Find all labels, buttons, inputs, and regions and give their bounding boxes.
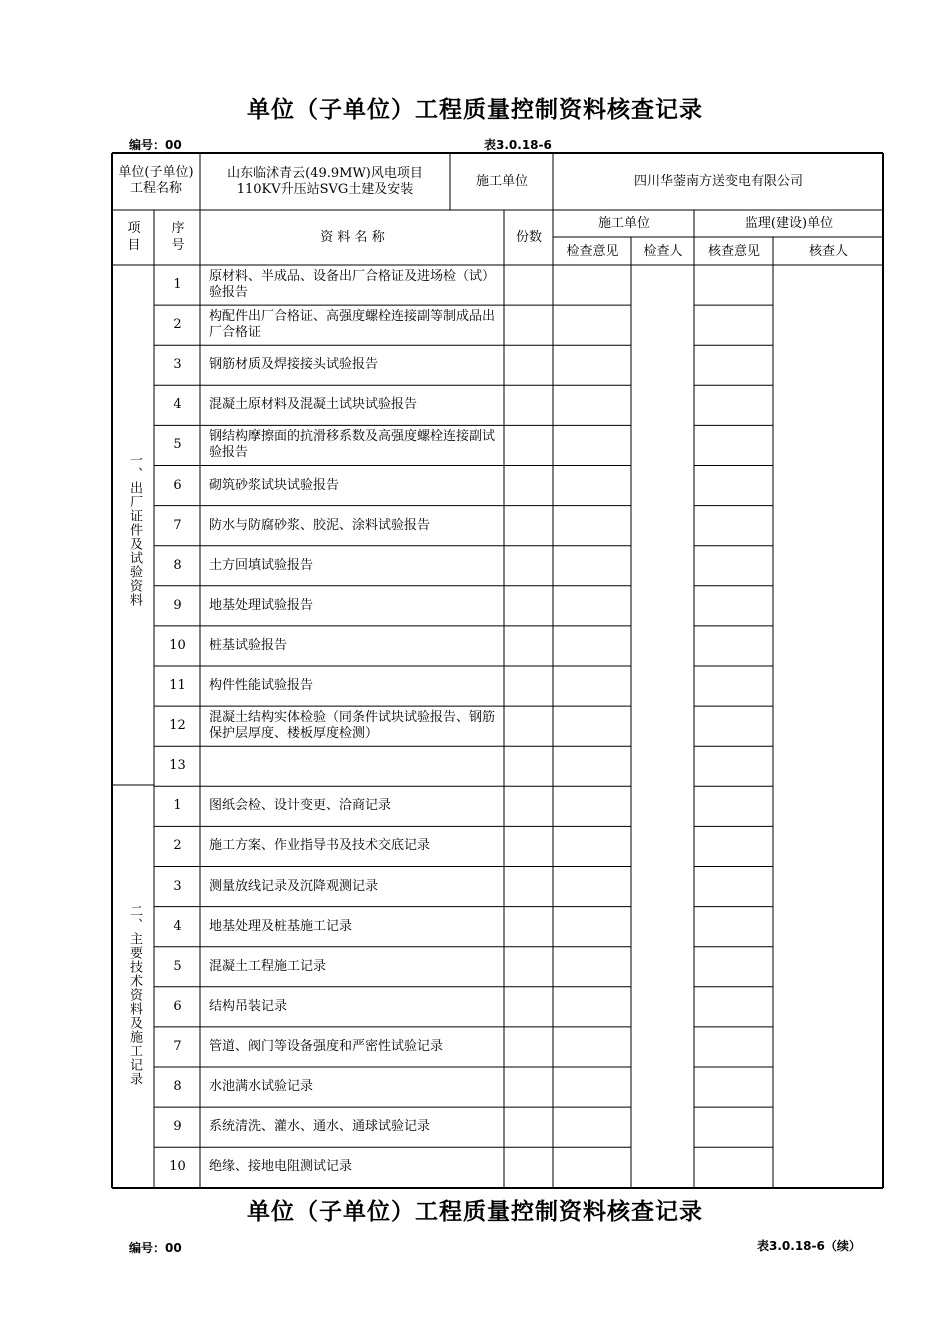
row-number: 4 [173,918,182,934]
row-number: 4 [173,397,182,413]
row-number: 11 [169,678,186,693]
row-number: 12 [169,718,186,734]
row-material-name: 管道、阀门等设备强度和严密性试验记录 [209,1038,444,1054]
row-number: 5 [173,958,182,974]
row-number: 7 [173,1038,182,1054]
row-material-name: 混凝土结构实体检验（同条件试块试验报告、钢筋保护层厚度、楼板厚度检测） [209,710,496,742]
row-material-name: 构件性能试验报告 [209,678,314,693]
row-material-name: 测量放线记录及沉降观测记录 [209,878,379,894]
section-label-1: 一、出厂证件及试验资料 [127,453,142,607]
col-seq: 序号 [171,221,185,253]
row-material-name: 防水与防腐砂浆、胶泥、涂料试验报告 [209,517,431,533]
unit-label: 单位(子单位)工程名称 [118,165,194,196]
row-number: 1 [173,798,182,814]
col-verify-opinion: 核查意见 [707,244,760,259]
row-material-name: 水池满水试验记录 [209,1079,314,1094]
row-number: 9 [173,1119,182,1135]
col-checker: 检查人 [643,244,683,259]
row-number: 1 [173,277,182,292]
col-construction-unit: 施工单位 [597,216,650,231]
form-code: 编号：00 [129,138,182,152]
row-number: 10 [169,1159,186,1175]
row-material-name: 图纸会检、设计变更、洽商记录 [209,798,392,814]
section-label-2: 二、主要技术资料及施工记录 [127,904,142,1086]
row-material-name: 绝缘、接地电阻测试记录 [209,1159,353,1175]
project-name: 山东临沭青云(49.9MW)风电项目110KV升压站SVG土建及安装 [227,166,423,197]
row-number: 6 [173,477,182,493]
row-material-name: 原材料、半成品、设备出厂合格证及进场检（试）验报告 [209,269,496,300]
row-material-name: 构配件出厂合格证、高强度螺栓连接副等制成品出厂合格证 [209,309,496,341]
table-number-continued: 表3.0.18-6（续） [757,1239,861,1253]
page-title: 单位（子单位）工程质量控制资料核查记录 [247,97,703,123]
col-copies: 份数 [515,230,542,245]
col-supervision-unit: 监理(建设)单位 [744,216,834,231]
row-number: 13 [169,758,186,774]
row-number: 2 [173,838,182,854]
row-number: 3 [173,878,182,894]
col-check-opinion: 检查意见 [566,244,619,259]
row-material-name: 混凝土工程施工记录 [209,958,327,974]
col-item: 项目 [127,221,141,253]
row-material-name: 土方回填试验报告 [209,557,314,573]
row-material-name: 系统清洗、灌水、通水、通球试验记录 [209,1119,431,1135]
row-material-name: 钢结构摩擦面的抗滑移系数及高强度螺栓连接副试验报告 [209,429,496,461]
row-material-name: 砌筑砂浆试块试验报告 [209,477,340,493]
row-number: 7 [173,517,182,533]
row-material-name: 混凝土原材料及混凝土试块试验报告 [209,397,418,413]
table-number: 表3.0.18-6 [484,138,552,152]
row-number: 6 [173,998,182,1014]
row-number: 2 [173,317,182,333]
row-number: 10 [169,637,186,653]
row-number: 3 [173,357,182,373]
row-material-name: 结构吊装记录 [209,998,288,1014]
construction-unit-label: 施工单位 [475,174,528,189]
row-number: 8 [173,1079,182,1094]
row-number: 8 [173,557,182,573]
row-material-name: 桩基试验报告 [209,637,288,653]
form-code-continued: 编号：00 [129,1241,182,1255]
col-material-name: 资 料 名 称 [320,230,385,245]
col-verifier: 核查人 [808,244,848,259]
row-number: 9 [173,597,182,613]
row-material-name: 钢筋材质及焊接接头试验报告 [209,357,379,373]
row-number: 5 [173,437,182,453]
page-title-continued: 单位（子单位）工程质量控制资料核查记录 [247,1199,703,1225]
row-material-name: 施工方案、作业指导书及技术交底记录 [209,838,431,854]
row-material-name: 地基处理及桩基施工记录 [209,918,353,934]
row-material-name: 地基处理试验报告 [209,597,314,613]
construction-unit-value: 四川华蓥南方送变电有限公司 [633,174,803,189]
